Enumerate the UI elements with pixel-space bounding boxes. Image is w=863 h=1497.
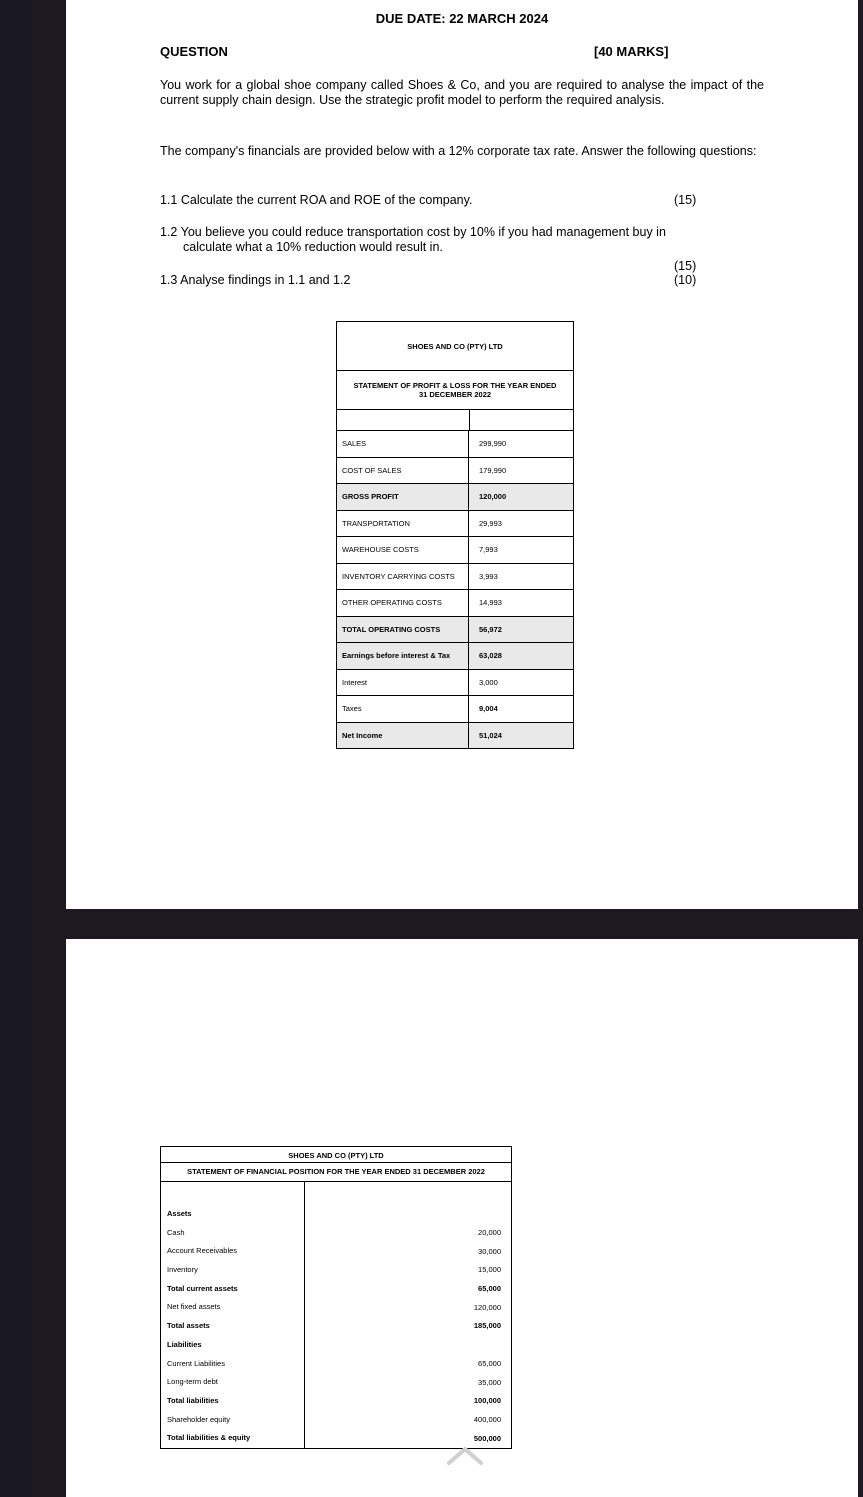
question-1-1: 1.1 Calculate the current ROA and ROE of the company. [160,193,473,207]
table-row: TOTAL OPERATING COSTS 56,972 [337,617,573,644]
document-page-2 [66,939,858,1497]
question-1-2-marks: (15) [674,259,697,273]
list-item: 15,000 [478,1265,501,1275]
total-marks: [40 MARKS] [594,44,669,59]
pl-spacer-row [337,410,573,431]
table-row: SALES 299,990 [337,431,573,458]
table-row: Net Income 51,024 [337,723,573,749]
list-item: Cash [167,1227,185,1237]
profit-loss-table [336,321,574,749]
list-item: Current Liabilities [167,1358,225,1368]
list-item: Total liabilities [167,1395,219,1405]
table-row: OTHER OPERATING COSTS 14,993 [337,590,573,617]
document-page-1 [66,0,858,909]
question-1-1-marks: (15) [674,193,697,207]
chevron-up-icon[interactable] [445,1443,485,1467]
list-item: Net fixed assets [167,1302,221,1312]
list-item: Shareholder equity [167,1414,230,1424]
table-row: COST OF SALES 179,990 [337,458,573,485]
question-heading: QUESTION [160,44,228,59]
list-item: 65,000 [478,1358,501,1368]
table-row: Interest 3,000 [337,670,573,697]
list-item: Liabilities [167,1339,202,1349]
list-item: Total current assets [167,1283,238,1293]
list-item: Total assets [167,1321,210,1331]
fp-labels-column [161,1182,305,1448]
table-row: Taxes 9,004 [337,696,573,723]
table-row: WAREHOUSE COSTS 7,993 [337,537,573,564]
list-item: Assets [167,1209,192,1218]
list-item: Total liabilities & equity [167,1433,251,1443]
table-row: Earnings before interest & Tax 63,028 [337,643,573,670]
intro-paragraph-1: You work for a global shoe company called Shoes & Co, and you are required to analyse the impact of the current supply chain design. Use the strategic profit model to perform the required analysis. [160,78,764,107]
fp-title: STATEMENT OF FINANCIAL POSITION FOR THE YEAR ENDED 31 DECEMBER 2022 [161,1163,511,1182]
table-row: GROSS PROFIT 120,000 [337,484,573,511]
list-item: Inventory [167,1265,198,1275]
pl-title: STATEMENT OF PROFIT & LOSS FOR THE YEAR ENDED 31 DECEMBER 2022 [337,371,573,410]
list-item: 35,000 [478,1377,501,1387]
pl-company-name: SHOES AND CO (PTY) LTD [337,322,573,371]
due-date: DUE DATE: 22 MARCH 2024 [375,11,549,26]
question-1-2-continued: calculate what a 10% reduction would result in. [183,240,443,254]
list-item: 185,000 [473,1321,501,1331]
fp-company-name: SHOES AND CO (PTY) LTD [161,1147,511,1163]
list-item: Account Receivables [167,1246,238,1256]
intro-paragraph-2: The company's financials are provided below with a 12% corporate tax rate. Answer the following questions: [160,144,757,158]
table-row: TRANSPORTATION 29,993 [337,511,573,538]
question-1-2: 1.2 You believe you could reduce transportation cost by 10% if you had management buy in [160,225,666,239]
list-item: 500,000 [473,1433,501,1443]
list-item: 30,000 [478,1246,501,1256]
list-item: 20,000 [478,1228,501,1237]
fp-values-column [305,1182,511,1448]
list-item: 65,000 [478,1284,501,1294]
list-item: Long-term debt [167,1377,218,1387]
question-1-3-marks: (10) [674,273,697,287]
table-row: INVENTORY CARRYING COSTS 3,993 [337,564,573,591]
list-item: 120,000 [473,1302,501,1312]
left-dark-bar [0,0,30,1497]
list-item [305,1336,501,1355]
list-item: 400,000 [473,1414,501,1424]
question-1-3: 1.3 Analyse findings in 1.1 and 1.2 [160,273,351,287]
list-item: 100,000 [473,1396,501,1406]
financial-position-table [160,1146,512,1449]
